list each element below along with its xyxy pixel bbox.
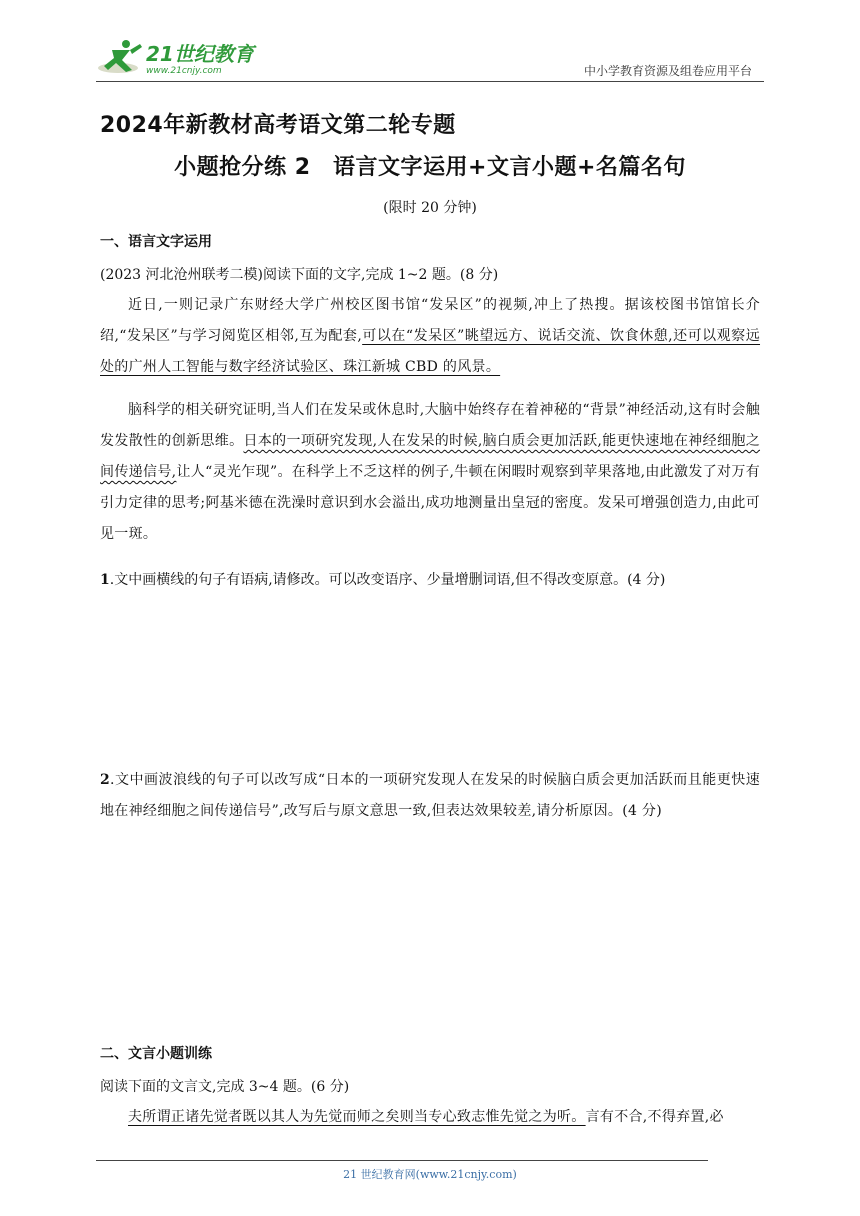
passage-paragraph-1 <box>100 290 760 383</box>
site-logo <box>96 36 266 80</box>
question-number: 2 <box>100 772 111 788</box>
passage-text: 让人“灵光乍现”。在科学上不乏这样的例子,牛顿在闲暇时观察到苹果落地,由此激发了对万有引力定律的思考;阿基米德在洗澡时意识到水会溢出,成功地测量出皇冠的密度。发呆可增强创造力,由此可见一斑。 <box>100 464 760 542</box>
question-number: 1 <box>100 572 110 588</box>
page-subtitle: 小题抢分练 2 语言文字运用+文言小题+名篇名句 <box>174 155 686 180</box>
source-line-2: 阅读下面的文言文,完成 3~4 题。(6 分) <box>100 1079 350 1095</box>
question-2 <box>100 765 760 827</box>
platform-label: 中小学教育资源及组卷应用平台 <box>583 64 752 78</box>
time-limit: (限时 20 分钟) <box>383 200 477 216</box>
passage-text: 言有不合,不得弃置,必 <box>585 1109 724 1125</box>
logo-url-text: www.21cnjy.com <box>146 66 222 76</box>
runner-logo-icon <box>96 36 266 80</box>
section-heading-2: 二、文言小题训练 <box>100 1046 212 1062</box>
page-title: 2024年新教材高考语文第二轮专题 <box>100 113 456 138</box>
question-1 <box>100 569 665 589</box>
footer-divider <box>96 1160 708 1161</box>
source-line-1: (2023 河北沧州联考二模)阅读下面的文字,完成 1~2 题。(8 分) <box>100 267 499 283</box>
wavy-underlined-sentence: 日本的一项研究发现,人在发呆的时候,脑白质会更加活跃,能更快速地在神经细胞之间传递信号, <box>100 433 761 480</box>
question-text: .文中画横线的句子有语病,请修改。可以改变语序、少量增删词语,但不得改变原意。(4 分) <box>109 572 666 588</box>
underlined-sentence: 可以在“发呆区”眺望远方、说话交流、饮食休憩,还可以观察远处的广州人工智能与数字经济试验区、珠江新城 CBD 的风景。 <box>100 328 761 375</box>
logo-text: 21世纪教育 <box>146 42 254 66</box>
footer-text: 21 世纪教育网(www.21cnjy.com) <box>343 1168 517 1181</box>
question-text: .文中画波浪线的句子可以改写成“日本的一项研究发现人在发呆的时候脑白质会更加活跃而且能更快速地在神经细胞之间传递信号”,改写后与原文意思一致,但表达效果较差,请分析原因。(4 分) <box>100 772 760 819</box>
passage-text: 脑科学的相关研究证明,当人们在发呆或休息时,大脑中始终存在着神秘的“背景”神经活动,这有时会触发发散性的创新思维。 <box>100 402 760 449</box>
section-heading-1: 一、语言文字运用 <box>100 234 212 250</box>
underlined-sentence: 夫所谓正诸先觉者既以其人为先觉而师之矣则当专心致志惟先觉之为听。 <box>128 1109 586 1125</box>
header-divider <box>96 81 764 82</box>
classical-passage <box>100 1102 760 1133</box>
passage-paragraph-2 <box>100 395 760 550</box>
passage-text: 近日,一则记录广东财经大学广州校区图书馆“发呆区”的视频,冲上了热搜。据该校图书馆馆长介绍,“发呆区”与学习阅览区相邻,互为配套, <box>100 297 760 344</box>
